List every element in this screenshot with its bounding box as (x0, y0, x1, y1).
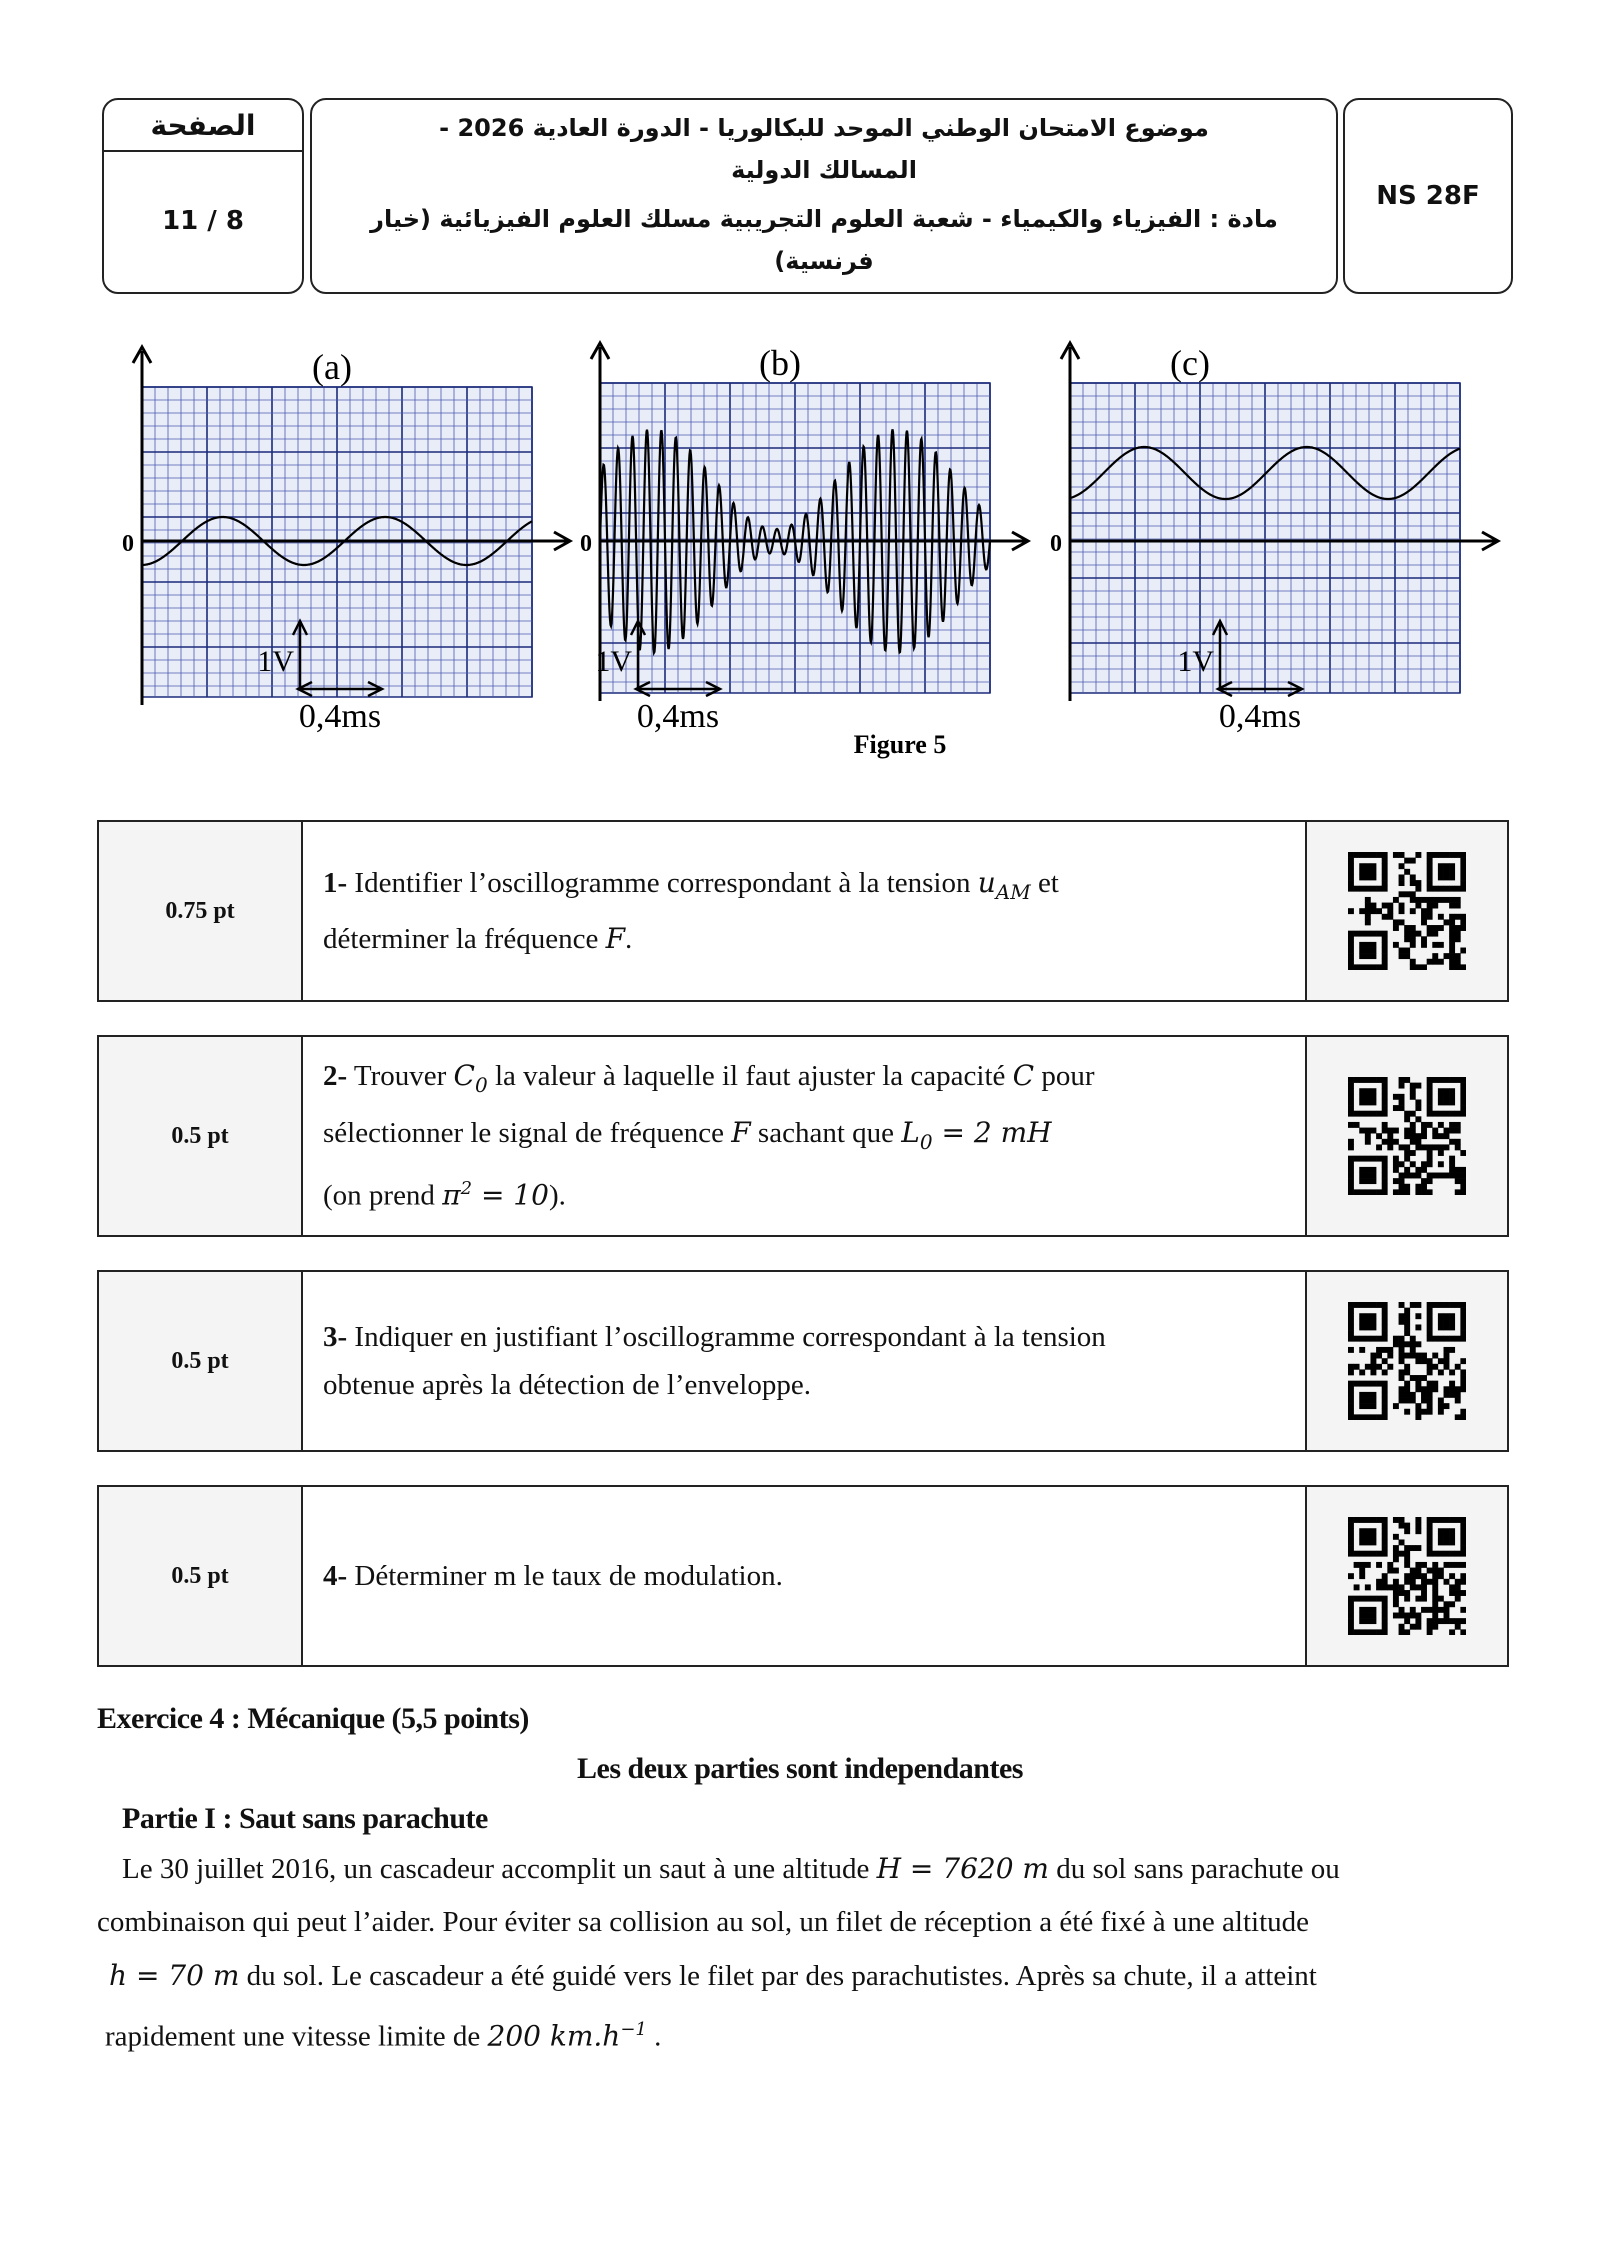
qr-code-icon[interactable] (1348, 852, 1466, 970)
question-row-2 (97, 1035, 1509, 1237)
qr-code-icon[interactable] (1348, 1077, 1466, 1195)
exercise-title: Exercice 4 : Mécanique (5,5 points) (97, 1702, 529, 1735)
question-text-part: Trouver (347, 1059, 454, 1092)
math-symbol: H (876, 1852, 901, 1885)
zero-label: 0 (1050, 531, 1062, 557)
paragraph-text: du sol sans parachute ou (1048, 1853, 1340, 1885)
math-symbol: C (453, 1058, 475, 1092)
math-subscript: AM (995, 879, 1031, 904)
question-text (303, 1037, 1305, 1235)
math-symbol: u (977, 865, 996, 899)
volt-scale-label: 1V (257, 645, 294, 678)
question-text-part: ). (548, 1180, 566, 1213)
panel-label: (b) (759, 343, 801, 383)
exam-title-box (310, 98, 1338, 294)
qr-code-cell (1305, 1037, 1507, 1235)
question-text-part: (on prend (323, 1180, 443, 1213)
exam-code-box (1343, 98, 1513, 294)
zero-label: 0 (580, 531, 592, 557)
question-row-4 (97, 1485, 1509, 1667)
question-number: 2- (323, 1059, 348, 1092)
math-superscript: −1 (620, 2019, 647, 2040)
exercise-paragraph (97, 1842, 1517, 2064)
question-points: 0.5 pt (99, 1037, 303, 1235)
math-expression: = 7620 m (901, 1852, 1049, 1885)
math-expression: = 10 (472, 1179, 549, 1213)
math-expression: 200 km.h (487, 2019, 621, 2053)
qr-code-icon[interactable] (1348, 1302, 1466, 1420)
panel-label: (a) (312, 347, 352, 387)
figure-caption: Figure 5 (853, 730, 947, 759)
question-text-part: déterminer la fréquence (323, 923, 606, 956)
panel-label: (c) (1170, 343, 1210, 383)
math-expression: = 2 mH (932, 1115, 1052, 1149)
page-number-box (102, 98, 304, 294)
question-text-part: Indiquer en justifiant l’oscillogramme correspondant à la tension (347, 1321, 1106, 1353)
question-text-part: obtenue après la détection de l’enveloppe. (323, 1369, 811, 1401)
math-subscript: 0 (919, 1129, 933, 1154)
paragraph-text: combinaison qui peut l’aider. Pour éviter sa collision au sol, un filet de réception a été fixé à une altitude (97, 1906, 1309, 1938)
question-text-part: Déterminer m le taux de modulation. (347, 1560, 783, 1592)
paragraph-text: du sol. Le cascadeur a été guidé vers le filet par des parachutistes. Après sa chute, il a atteint (239, 1960, 1317, 1992)
volt-scale-label: 1V (1177, 645, 1214, 678)
question-text-part: la valeur à laquelle il faut ajuster la capacité (487, 1059, 1013, 1092)
volt-scale-label: 1V (595, 645, 632, 678)
qr-code-cell (1305, 1272, 1507, 1450)
math-symbol: C (1012, 1058, 1035, 1092)
question-row-1 (97, 820, 1509, 1002)
paragraph-text: . (646, 2020, 662, 2053)
qr-code-icon[interactable] (1348, 1517, 1466, 1635)
question-number: 1- (323, 866, 348, 899)
question-text (303, 1272, 1305, 1450)
question-points: 0.5 pt (99, 1487, 303, 1665)
exercise-subtitle: Les deux parties sont independantes (577, 1752, 1023, 1785)
math-subscript: 0 (474, 1072, 488, 1097)
math-symbol: h (109, 1959, 128, 1992)
question-number: 4- (323, 1560, 348, 1592)
exam-code: NS 28F (1376, 181, 1480, 211)
exam-title-line2: المسالك الدولية (731, 156, 917, 184)
figure-5-oscillograms (110, 335, 1510, 775)
paragraph-text: Le 30 juillet 2016, un cascadeur accomplit un saut à une altitude (122, 1853, 877, 1885)
exam-title-line3: مادة : الفيزياء والكيمياء - شعبة العلوم التجريبية مسلك العلوم الفيزيائية (خيار فرنسية) (370, 205, 1278, 275)
math-symbol: π (442, 1179, 461, 1213)
part-title: Partie I : Saut sans parachute (122, 1802, 488, 1835)
question-points: 0.5 pt (99, 1272, 303, 1450)
question-row-3 (97, 1270, 1509, 1452)
qr-code-cell (1305, 822, 1507, 1000)
math-expression: = 70 m (127, 1959, 240, 1992)
time-scale-label: 0,4ms (298, 698, 382, 735)
math-superscript: 2 (460, 1178, 473, 1200)
page-label: الصفحة (104, 100, 302, 152)
math-symbol: F (731, 1115, 751, 1149)
question-text-part: Identifier l’oscillogramme correspondant à la tension (347, 866, 978, 899)
question-text (303, 822, 1305, 1000)
paragraph-text: rapidement une vitesse limite de (105, 2020, 488, 2053)
math-symbol: F (605, 922, 626, 956)
question-text-part: pour (1034, 1059, 1095, 1092)
math-symbol: L (901, 1115, 920, 1149)
question-text-part: sélectionner le signal de fréquence (323, 1116, 732, 1149)
page-number: 11 / 8 (162, 206, 244, 236)
question-text-part: sachant que (750, 1116, 902, 1149)
question-text-part: et (1030, 866, 1059, 899)
question-points: 0.75 pt (99, 822, 303, 1000)
question-text-part: . (625, 923, 633, 956)
zero-label: 0 (122, 531, 134, 557)
time-scale-label: 0,4ms (636, 698, 720, 735)
time-scale-label: 0,4ms (1218, 698, 1302, 735)
exam-title-line1: موضوع الامتحان الوطني الموحد للبكالوريا - الدورة العادية 2026 - (439, 114, 1209, 142)
qr-code-cell (1305, 1487, 1507, 1665)
question-number: 3- (323, 1321, 348, 1353)
question-text (303, 1487, 1305, 1665)
